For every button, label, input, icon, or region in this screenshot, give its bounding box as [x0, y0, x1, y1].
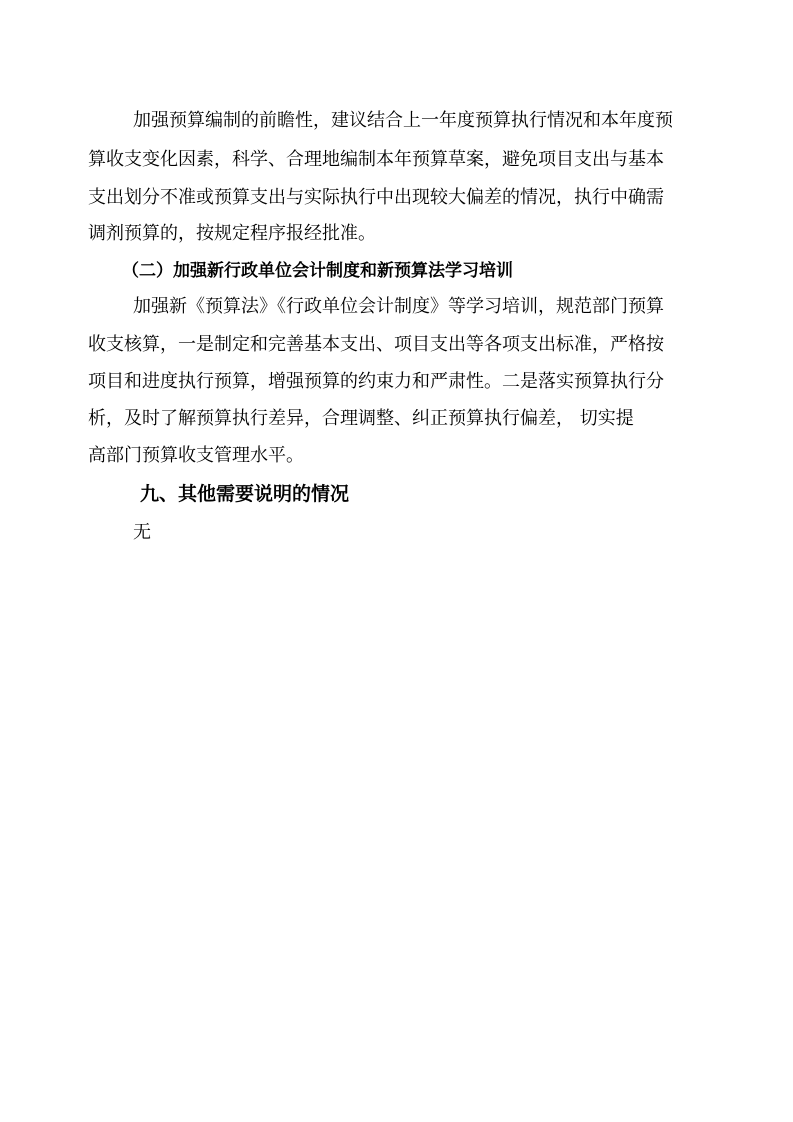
- paragraph2-line-5: 高部门预算收支管理水平。: [88, 445, 304, 466]
- paragraph1-line-1: 加强预算编制的前瞻性，建议结合上一年度预算执行情况和本年度预: [133, 110, 673, 131]
- section-heading: 九、其他需要说明的情况: [140, 483, 350, 505]
- paragraph1-line-2: 算收支变化因素，科学、合理地编制本年预算草案，避免项目支出与基本: [88, 149, 664, 170]
- paragraph2-line-4: 析，及时了解预算执行差异，合理调整、纠正预算执行偏差， 切实提: [88, 408, 634, 429]
- paragraph2-line-1: 加强新《预算法》《行政单位会计制度》等学习培训，规范部门预算: [133, 296, 664, 317]
- paragraph2-line-2: 收支核算，一是制定和完善基本支出、项目支出等各项支出标准，严格按: [88, 334, 664, 355]
- subheading: （二）加强新行政单位会计制度和新预算法学习培训: [122, 261, 513, 281]
- paragraph1-line-4: 调剂预算的，按规定程序报经批准。: [88, 223, 376, 244]
- paragraph1-line-3: 支出划分不准或预算支出与实际执行中出现较大偏差的情况，执行中确需: [88, 187, 664, 208]
- section-body: 无: [133, 522, 151, 543]
- paragraph2-line-3: 项目和进度执行预算，增强预算的约束力和严肃性。二是落实预算执行分: [88, 371, 664, 392]
